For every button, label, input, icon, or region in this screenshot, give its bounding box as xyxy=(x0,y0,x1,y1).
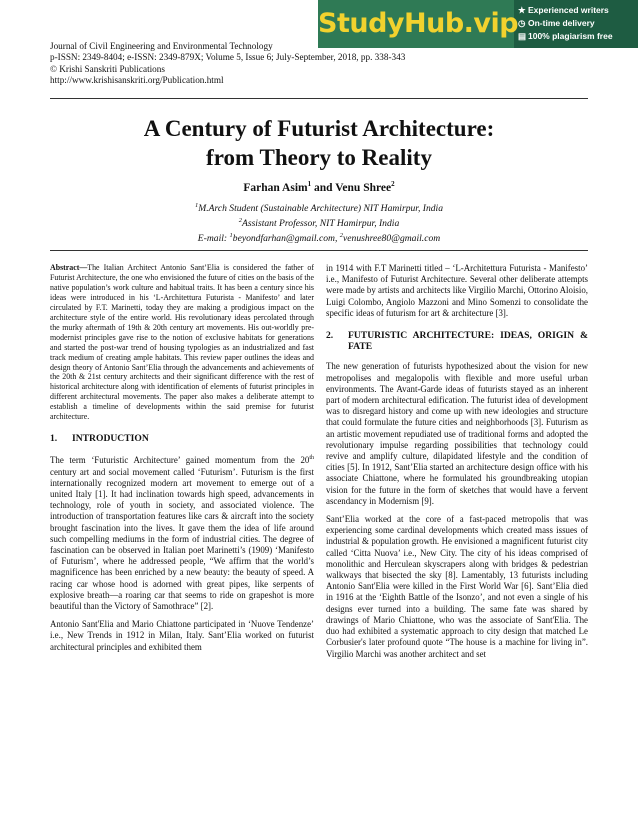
journal-url[interactable]: http://www.krishisanskriti.org/Publication.html xyxy=(50,74,224,85)
journal-header xyxy=(50,41,405,86)
affiliation-2: $^2$Assistant Professor, NIT Hamirpur, India xyxy=(238,216,400,229)
feature-on-time-delivery: ◷ On-time delivery xyxy=(518,18,595,28)
paper-authors: Farhan Asim$^1$ and Venu Shree$^2$ xyxy=(243,180,395,194)
header-divider xyxy=(50,98,588,99)
feature-experienced-writers: ★ Experienced writers xyxy=(518,5,609,15)
journal-publisher: © Krishi Sanskriti Publications xyxy=(50,63,165,74)
studyhub-logo: StudyHub.vip xyxy=(318,0,514,48)
journal-issn: p-ISSN: 2349-8404; e-ISSN: 2349-879X; Volume 5, Issue 6; July-September, 2018, pp. 338-343 xyxy=(50,52,406,63)
clock-icon: ◷ xyxy=(518,18,526,28)
section-2-paragraph-1: The new generation of futurists hypothesized about the vision for new metropolises and megalopolis with flexible and more useful urban environments. The Avant-Garde ideas of futurists stayed as an inherent part of modern architectural edification. The futurist idea of development was to disregard history and come up with new ideologies and structure that could formulate the future cities and neighborhoods [3]. Futurism as an artistic movement repudiated use of traditional forms and adopted the revolutionary impulse regarding possibilities that technology could revive and amplify culture, dilapidated lifestyle and the condition of cities [5]. In 1912, Sant’Elia started an architecture design office with his associate Chiattone, where he formulated his groundbreaking utopian vision for the future in the form of sketches that would have a fervent ascendancy in Modernism [9]. xyxy=(326,361,588,506)
feature-plagiarism-free: ▤ 100% plagiarism free xyxy=(518,31,613,41)
left-column xyxy=(50,263,314,660)
section-1-paragraph-1: The term ‘Futuristic Architecture’ gained momentum from the 20th century art and social movement called ‘Futurism’. Futurism is the first internationally recognized modern art movement to emerge out of a united Italy [1]. It had inclination towards high speed, advancements in technology, role of youth in society, and associated violence. The introduction of transportation features like cars & aircraft into the society brought fascination into the lives. It gave them the idea of life around such compelling mediums in the form of industrial cities. The degree of fascination can be observed in Italian poet Marinetti’s (1909) ‘Manifesto of Futurism’, where he addressed people, “We affirm that the world’s magnificence has been enriched by a new beauty: the beauty of speed. A racing car whose hood is adorned with great pipes, like serpents of explosive breath—a roaring car that seems to ride on grapeshot is more beautiful than the Victory of Samothrace” [2]. xyxy=(50,455,314,612)
section-2-heading: 2. FUTURISTIC ARCHITECTURE: IDEAS, ORIGIN & FATE xyxy=(326,330,588,353)
right-column xyxy=(326,263,588,667)
section-1-paragraph-2: Antonio Sant'Elia and Mario Chiattone participated in ‘Nuove Tendenze’ i.e., New Trends in 1912 in Milan, Italy. Sant’Elia worked on futurist architectural principles and exhibited them xyxy=(50,619,314,652)
affiliation-1: $^1$M.Arch Student (Sustainable Architecture) NIT Hamirpur, India xyxy=(194,202,444,215)
author-affiliations xyxy=(50,200,588,244)
star-icon: ★ xyxy=(518,5,526,15)
abstract: Abstract—The Italian Architect Antonio Sant’Elia is considered the father of Futurist Architecture, the one who envisioned the future of cities on the basis of the native population’s work culture and habitual traits. It has been a century since his ideas were introduced in his ‘L-Architettura Futurista - Manifesto’ and later circulated by F.T. Marinetti, today they are making a prodigious impact on the architecture style of the entire world. His revolutionary ideas percolated through the murky aftermath of 19th & 20th century art movements. His out-worldly pre-modernist principles gave rise to the notion of exclusive habitats for generations and started the post-war trend of housing typologies as an industrialized and fast track medium of creating ample habitats. This review paper outlines the ideas and design theory of Antonio Sant’Elia through the advancements and achievements of the 20th & 21st century architects and their significant difference with the rest of historical architecture along with identification of elements of futurist principles in different architectural movements. The paper also makes a deliberate attempt to establish a timeline of developments within the said premise for futurist architecture. xyxy=(50,263,314,422)
section-2-paragraph-2: Sant’Elia worked at the core of a fast-paced metropolis that was experiencing some cardinal developments which created mass issues of industrial & population growth. He envisioned a magnificent futurist city called ‘Citta Nuova’ i.e., New City. The city of his ideas comprised of monolithic and Herculean skyscrapers along with bridges & pedestrian walkways that bisected the sky [8]. Lamentably, 13 futurists including Antonio Sant'Elia were killed in the First World War [6]. Sant’Elia died in 1916 at the ‘Eighth Battle of the Isonzo’, and not even a single of his designs ever turned into a building. The same fate was shared by drawings of Mario Chiattone, who was the associate of Sant'Elia. The duo had exhibited a systematic approach to city design that matched Le Corbusier's later profound quote “The house is a machine for living in”. Virgilio Marchi was another architect and set xyxy=(326,514,588,659)
journal-name: Journal of Civil Engineering and Environmental Technology xyxy=(50,41,273,51)
author-emails: E-mail: $^1$beyondfarhan@gmail.com, $^2$venushree80@gmail.com xyxy=(197,231,441,244)
title-divider xyxy=(50,250,588,251)
banner-features xyxy=(518,4,613,43)
paper-title: A Century of Futurist Architecture: from Theory to Reality xyxy=(143,116,495,170)
section-1-heading: 1. INTRODUCTION xyxy=(50,433,149,445)
section-1-paragraph-continued: in 1914 with F.T Marinetti titled – ‘L-Architettura Futurista - Manifesto’ i.e., Manifesto of Futurist Architecture. Several other deliberate attempts were made by artists and architects like Virgilio Marchi, Ottorino Aloisio, Luigi Colombo, Angiolo Mazzoni and Mino Somenzi to consolidate the specific ideas of futurism for art & architecture [3]. xyxy=(326,263,588,318)
document-icon: ▤ xyxy=(518,31,527,41)
